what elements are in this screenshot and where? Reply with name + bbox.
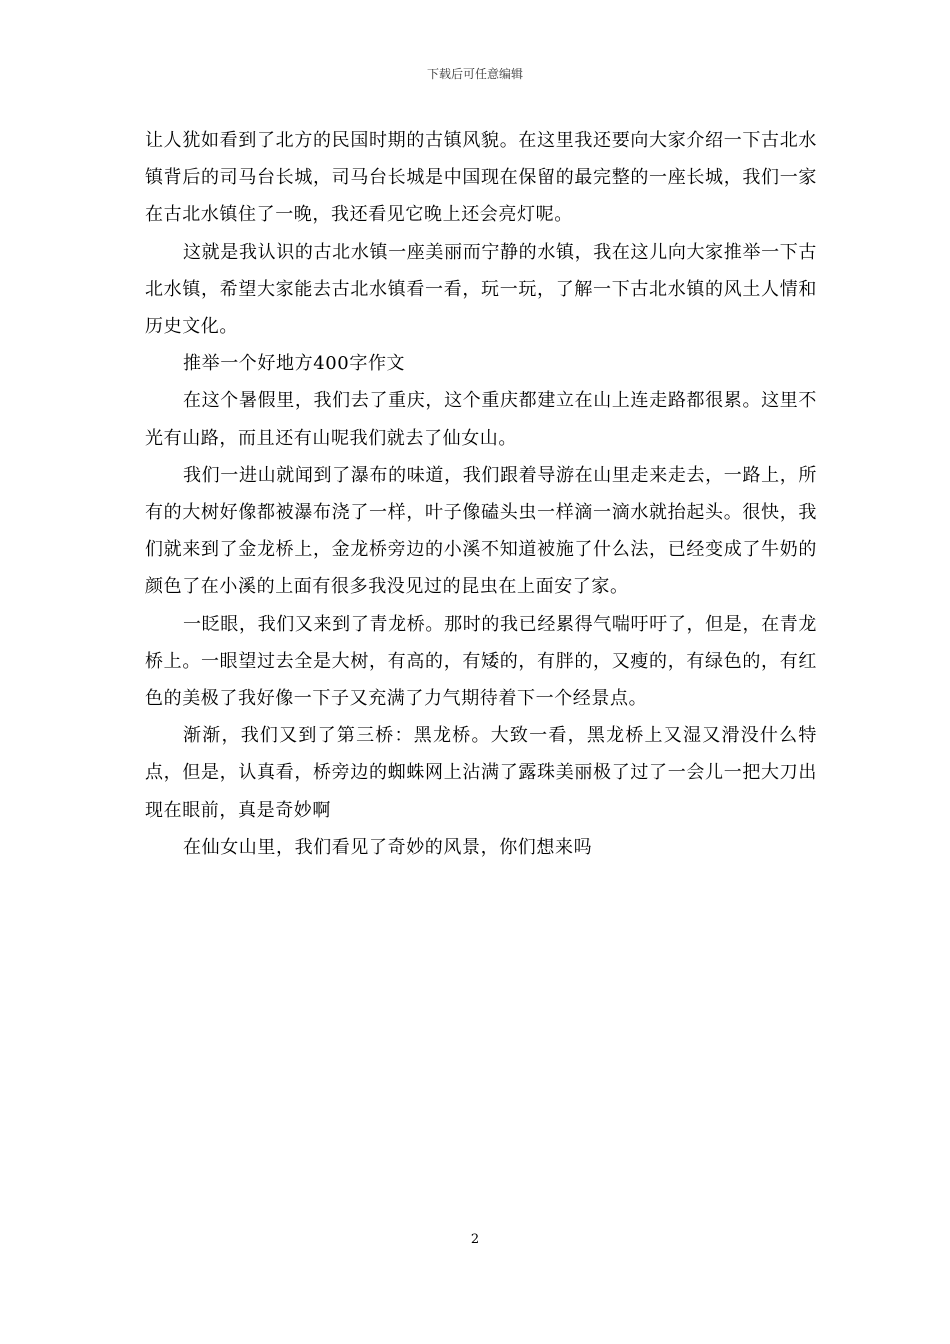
paragraph-4: 我们一进山就闻到了瀑布的味道，我们跟着导游在山里走来走去，一路上，所有的大树好像都被瀑布浇了一样，叶子像磕头虫一样滴一滴水就抬起头。很快，我们就来到了金龙桥上，金龙桥旁边的小溪不知道被施了什么法，已经变成了牛奶的颜色了在小溪的上面有很多我没见过的昆虫在上面安了家。 (145, 464, 817, 598)
paragraph-3: 在这个暑假里，我们去了重庆，这个重庆都建立在山上连走路都很累。这里不光有山路，而且还有山呢我们就去了仙女山。 (145, 390, 817, 449)
paragraph-6: 渐渐，我们又到了第三桥：黑龙桥。大致一看，黑龙桥上又湿又滑没什么特点，但是，认真看，桥旁边的蜘蛛网上沾满了露珠美丽极了过了一会儿一把大刀出现在眼前，真是奇妙啊 (145, 725, 817, 821)
paragraph-1: 让人犹如看到了北方的民国时期的古镇风貌。在这里我还要向大家介绍一下古北水镇背后的司马台长城，司马台长城是中国现在保留的最完整的一座长城，我们一家在古北水镇住了一晚，我还看见它晚上还会亮灯呢。 (145, 130, 817, 226)
page-header: 下载后可任意编辑 (426, 67, 523, 81)
paragraph-5: 一眨眼，我们又来到了青龙桥。那时的我已经累得气喘吁吁了，但是，在青龙桥上。一眼望过去全是大树，有高的，有矮的，有胖的，又瘦的，有绿色的，有红色的美极了我好像一下子又充满了力气期待着下一个经景点。 (145, 613, 817, 710)
paragraph-7: 在仙女山里，我们看见了奇妙的风景，你们想来吗 (183, 836, 593, 858)
essay-title: 推举一个好地方400字作文 (183, 353, 406, 375)
page-number: 2 (470, 1232, 480, 1247)
document-body (145, 122, 817, 866)
paragraph-2: 这就是我认识的古北水镇一座美丽而宁静的水镇，我在这儿向大家推举一下古北水镇，希望大家能去古北水镇看一看，玩一玩，了解一下古北水镇的风土人情和历史文化。 (145, 241, 817, 338)
